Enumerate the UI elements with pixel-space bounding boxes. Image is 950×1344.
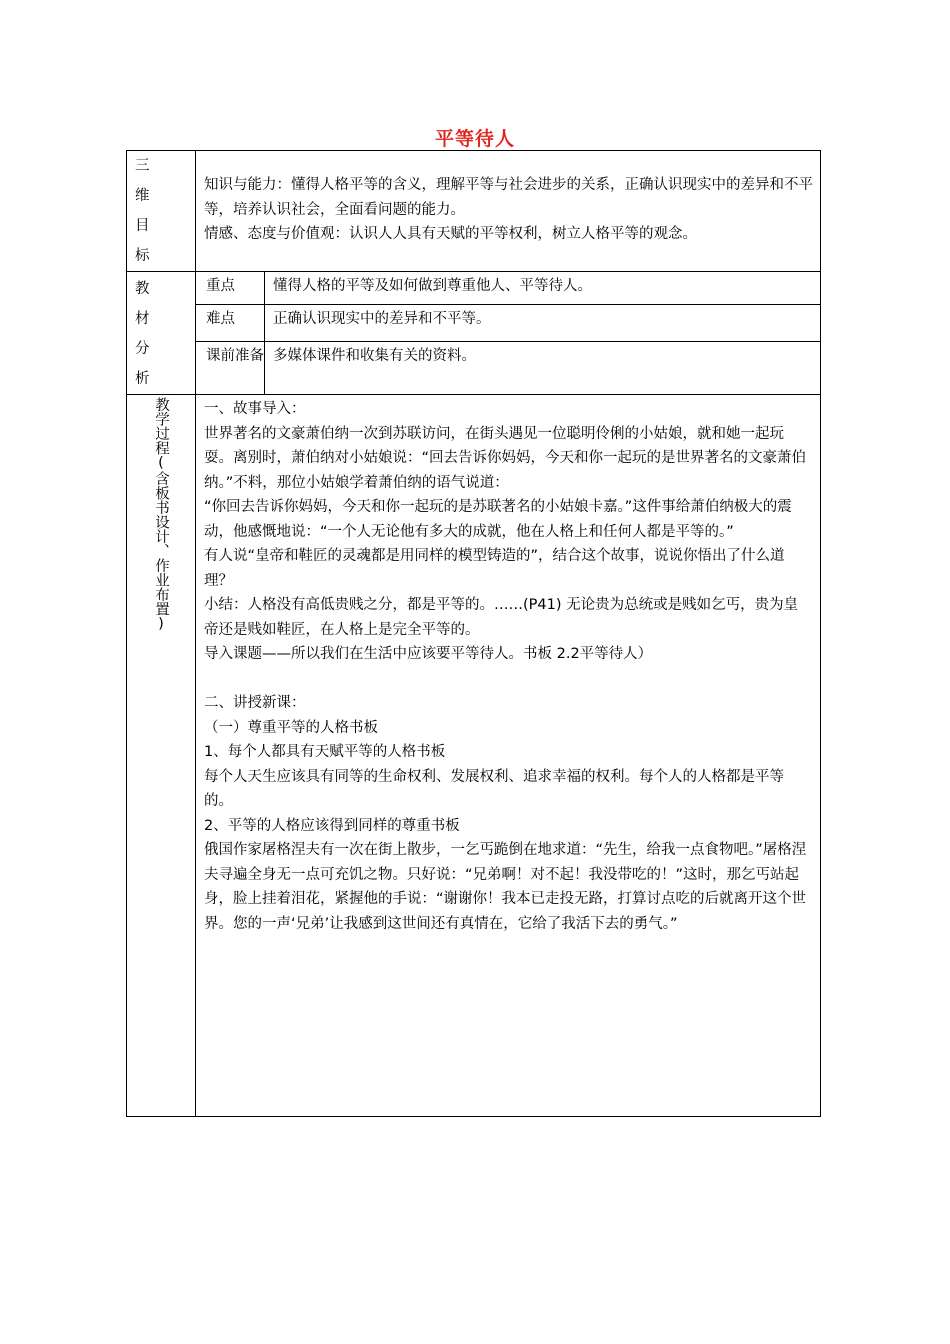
- key-point-label: 重点: [196, 272, 265, 305]
- topic-intro-paragraph: 导入课题——所以我们在生活中应该要平等待人。书板 2.2平等待人）: [204, 646, 653, 662]
- preparation-content: 多媒体课件和收集有关的资料。: [265, 342, 821, 395]
- section-heading-new-lesson: 二、讲授新课：: [204, 695, 306, 711]
- analysis-label: 教 材 分 析: [127, 272, 196, 395]
- story-paragraph: 世界著名的文豪萧伯纳一次到苏联访问，在街头遇见一位聪明伶俐的小姑娘，就和她一起玩耍。离别时，萧伯纳对小姑娘说：“回去告诉你妈妈，今天和你一起玩的是世界著名的文豪萧伯纳。”不料，那位小姑娘学着萧伯纳的语气说道：: [204, 425, 807, 491]
- point-heading: 2、平等的人格应该得到同样的尊重书板: [204, 817, 460, 834]
- question-paragraph: 有人说“皇帝和鞋匠的灵魂都是用同样的模型铸造的”，结合这个故事，说说你悟出了什么道理？: [204, 548, 785, 589]
- point-heading: 1、每个人都具有天赋平等的人格书板: [204, 744, 446, 760]
- analysis-row-preparation: [127, 342, 821, 395]
- story-paragraph: 俄国作家屠格涅夫有一次在街上散步，一乞丐跪倒在地求道：“先生，给我一点食物吧。”屠格涅夫寻遍全身无一点可充饥之物。只好说：“兄弟啊！对不起！我没带吃的！”这时，那乞丐站起身，脸上挂着泪花，紧握他的手说：“谢谢你！我本已走投无路，打算讨点吃的后就离开这个世界。您的一声‘兄弟’让我感到这世间还有真情在，它给了我活下去的勇气。”: [204, 842, 807, 932]
- subsection-heading: （一）尊重平等的人格书板: [204, 719, 378, 736]
- difficulty-content: 正确认识现实中的差异和不平等。: [265, 305, 821, 342]
- story-paragraph: “你回去告诉你妈妈，今天和你一起玩的是苏联著名的小姑娘卡嘉。”这件事给萧伯纳极大的震动，他感慨地说：“一个人无论他有多大的成就，他在人格上和任何人都是平等的。”: [204, 499, 792, 540]
- page-title: 平等待人: [434, 128, 515, 150]
- analysis-row-difficulty: [127, 305, 821, 342]
- goals-label: 三 维 目 标: [127, 151, 196, 272]
- section-heading-intro: 一、故事导入：: [204, 401, 306, 417]
- key-point-content: 懂得人格的平等及如何做到尊重他人、平等待人。: [265, 272, 821, 305]
- process-content: [196, 395, 821, 1117]
- difficulty-label: 难点: [196, 305, 265, 342]
- lesson-plan-table: [126, 150, 821, 1117]
- preparation-label: 课前准备: [196, 342, 265, 395]
- point-paragraph: 每个人天生应该具有同等的生命权利、发展权利、追求幸福的权利。每个人的人格都是平等的。: [204, 768, 784, 809]
- process-label-cell: [127, 395, 196, 1117]
- process-row: [127, 395, 821, 1117]
- goal-knowledge: 知识与能力：懂得人格平等的含义，理解平等与社会进步的关系，正确认识现实中的差异和不平等，培养认识社会，全面看问题的能力。: [204, 177, 813, 218]
- goals-row: [127, 151, 821, 272]
- goal-attitude: 情感、态度与价值观：认识人人具有天赋的平等权利，树立人格平等的观念。: [204, 226, 697, 242]
- process-label: 教学过程(含板书设计、作业布置): [153, 397, 169, 632]
- blank-line: [204, 667, 812, 692]
- summary-paragraph: 小结：人格没有高低贵贱之分，都是平等的。……(P41) 无论贵为总统或是贱如乞丐，贵为皇帝还是贱如鞋匠，在人格上是完全平等的。: [204, 597, 799, 638]
- goals-content: [196, 151, 821, 272]
- analysis-row-key-point: [127, 272, 821, 305]
